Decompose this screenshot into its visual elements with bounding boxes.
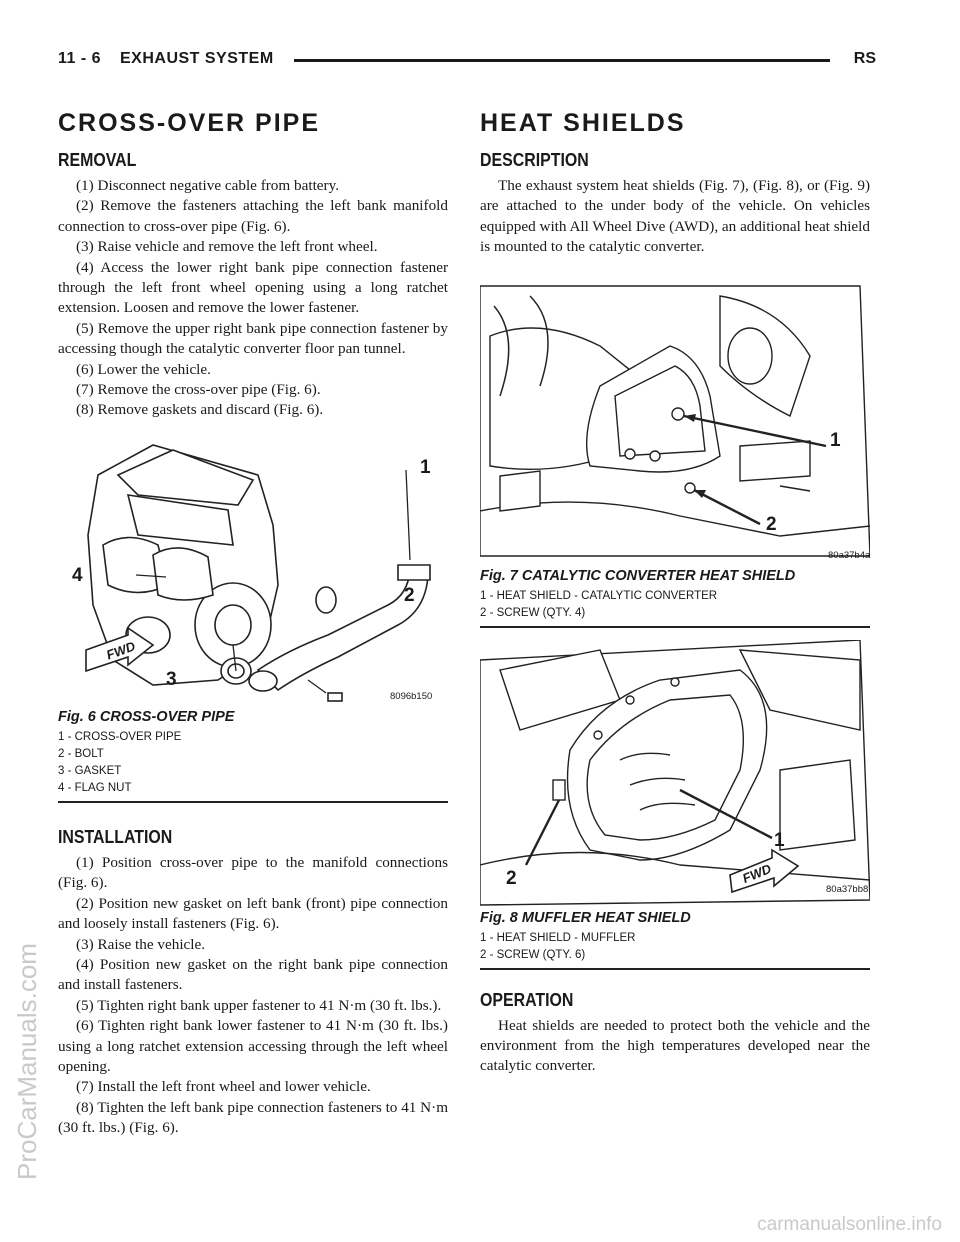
installation-step: (2) Position new gasket on left bank (front) pipe connection and loosely install fasteners (Fig. 6). xyxy=(58,894,448,933)
installation-step: (3) Raise the vehicle. xyxy=(76,935,206,953)
installation-step: (8) Tighten the left bank pipe connection fasteners to 41 N·m (30 ft. lbs.) (Fig. 6). xyxy=(58,1098,449,1137)
legend-item: 1 - HEAT SHIELD - MUFFLER xyxy=(480,931,636,944)
header-left xyxy=(58,50,274,68)
removal-step: (7) Remove the cross-over pipe (Fig. 6). xyxy=(76,381,321,399)
callout-4: 4 xyxy=(72,564,83,586)
section-title: EXHAUST SYSTEM xyxy=(119,50,274,67)
legend-item: 3 - GASKET xyxy=(58,764,122,777)
removal-step: (4) Access the lower right bank pipe connection fastener through the left front wheel opening using a long ratchet extension. Loosen and remove the lower fastener. xyxy=(58,258,448,317)
installation-step: (5) Tighten right bank upper fastener to 41 N·m (30 ft. lbs.). xyxy=(76,996,442,1014)
legend-item: 2 - BOLT xyxy=(58,747,104,760)
callout-3: 3 xyxy=(166,668,177,690)
installation-section xyxy=(58,825,448,1139)
removal-step: (5) Remove the upper right bank pipe connection fastener by accessing though the catalytic converter floor pan tunnel. xyxy=(58,319,448,358)
left-column xyxy=(58,108,448,1139)
legend-item: 1 - CROSS-OVER PIPE xyxy=(58,730,182,743)
engine-drawing xyxy=(58,435,448,707)
figure-7 xyxy=(480,276,870,628)
installation-step: (6) Tighten right bank lower fastener to 41 N·m (30 ft. lbs.) using a long ratchet extension accessing through the left wheel opening. xyxy=(58,1017,448,1075)
legend-item: 2 - SCREW (QTY. 4) xyxy=(480,606,586,619)
header-rule xyxy=(294,59,830,62)
operation-title: OPERATION xyxy=(480,988,574,1010)
legend-item: 1 - HEAT SHIELD - CATALYTIC CONVERTER xyxy=(480,589,718,602)
page-number: 11 - 6 xyxy=(58,50,102,67)
removal-step: (1) Disconnect negative cable from battery. xyxy=(76,177,339,194)
removal-section xyxy=(58,148,448,421)
side-watermark: ProCarManuals.com xyxy=(12,943,42,1180)
description-text: The exhaust system heat shields (Fig. 7), (Fig. 8), or (Fig. 9) are attached to the under body of the vehicle. On vehicles equipped with All Wheel Dive (AWD), an additional heat shield is mounted to the catalytic converter. xyxy=(480,177,870,256)
right-column xyxy=(480,108,870,1077)
muffler-shield-illustration xyxy=(480,640,870,908)
removal-step: (6) Lower the vehicle. xyxy=(76,360,211,378)
callout-2: 2 xyxy=(506,867,517,889)
description-section xyxy=(480,148,870,258)
crossover-heading: CROSS-OVER PIPE xyxy=(58,109,320,137)
page-header xyxy=(58,50,876,74)
installation-step: (1) Position cross-over pipe to the manifold connections (Fig. 6). xyxy=(58,853,448,892)
underbody-drawing-7 xyxy=(480,276,870,566)
removal-step: (3) Raise vehicle and remove the left front wheel. xyxy=(76,238,378,256)
removal-step: (2) Remove the fasteners attaching the left bank manifold connection to cross-over pipe (Fig. 6). xyxy=(58,197,448,235)
figure-legend xyxy=(480,930,870,968)
figure-caption: Fig. 7 CATALYTIC CONVERTER HEAT SHIELD xyxy=(480,567,796,584)
figure-legend xyxy=(480,588,870,626)
callout-2: 2 xyxy=(404,584,415,606)
legend-item: 4 - FLAG NUT xyxy=(58,781,132,794)
callout-2: 2 xyxy=(766,513,777,535)
operation-text: Heat shields are needed to protect both the vehicle and the environment from the high temperatures developed near the catalytic converter. xyxy=(480,1016,870,1075)
fwd-label: FWD xyxy=(104,638,138,663)
catalytic-shield-illustration xyxy=(480,276,870,566)
underbody-drawing-8 xyxy=(480,640,870,908)
description-title: DESCRIPTION xyxy=(480,149,589,170)
fwd-label: FWD xyxy=(740,860,774,886)
heat-shields-heading: HEAT SHIELDS xyxy=(480,109,686,137)
figure-8 xyxy=(480,640,870,970)
figure-code: 80a37b4a xyxy=(828,549,871,561)
figure-6 xyxy=(58,435,448,803)
installation-step: (4) Position new gasket on the right bank pipe connection and install fasteners. xyxy=(58,955,448,994)
bottom-watermark: carmanualsonline.info xyxy=(757,1214,942,1235)
operation-section xyxy=(480,988,870,1077)
callout-1: 1 xyxy=(420,456,431,478)
figure-legend xyxy=(58,729,448,801)
callout-1: 1 xyxy=(830,429,841,451)
legend-item: 2 - SCREW (QTY. 6) xyxy=(480,948,586,961)
removal-title: REMOVAL xyxy=(58,149,137,170)
installation-step: (7) Install the left front wheel and lower vehicle. xyxy=(76,1078,371,1096)
callout-1: 1 xyxy=(774,829,785,851)
installation-title: INSTALLATION xyxy=(58,825,173,847)
figure-code: 8096b150 xyxy=(390,690,433,702)
crossover-pipe-illustration xyxy=(58,435,448,707)
figure-caption: Fig. 8 MUFFLER HEAT SHIELD xyxy=(480,909,691,926)
figure-caption: Fig. 6 CROSS-OVER PIPE xyxy=(58,708,235,725)
removal-step: (8) Remove gaskets and discard (Fig. 6). xyxy=(76,401,324,419)
figure-code: 80a37bb8 xyxy=(826,883,869,895)
model-code: RS xyxy=(853,50,876,67)
